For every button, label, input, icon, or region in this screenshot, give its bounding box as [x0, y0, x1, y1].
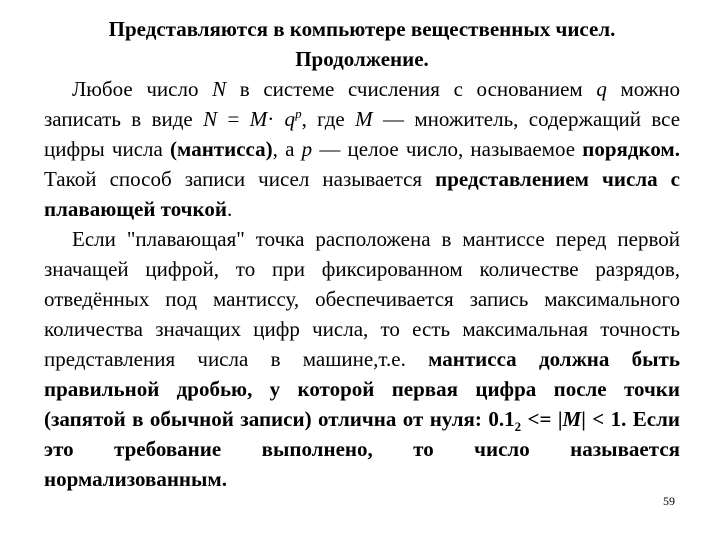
- text-run: .: [226, 197, 233, 221]
- term-floating-point: представлением числа с плавающей точкой: [44, 167, 680, 221]
- text-run: в системе счисления с основанием: [226, 77, 597, 101]
- formula-exponent-p: p: [295, 106, 302, 121]
- normalization-rule: мантисса должна быть правильной дробью, у которой первая цифра после точки (запятой в обычной записи) отлична от нуля: 0.1: [44, 347, 680, 431]
- slide-content: [44, 14, 680, 494]
- page-number: 59: [663, 494, 675, 508]
- normalization-rule: <= |: [521, 407, 563, 431]
- text-run: можно записать в виде: [44, 77, 681, 131]
- var-m: M: [355, 107, 373, 131]
- binary-subscript: 2: [514, 419, 522, 435]
- text-run: , а: [272, 137, 302, 161]
- text-run: Если "плавающая" точка расположена в мантиссе перед первой значащей цифрой, то при фиксированном количестве разрядов, отведённых под мантиссу, обеспечивается запись максимального количества значащих цифр числа, то есть максимальная точность представления числа в машине,т.е.: [44, 227, 680, 371]
- formula-n: N: [203, 107, 218, 131]
- var-p: p: [301, 137, 313, 161]
- text-run: Любое число: [72, 77, 213, 101]
- text-run: — целое число, называемое: [312, 137, 583, 161]
- slide-title: [44, 14, 680, 74]
- title-line-2: Продолжение.: [295, 47, 429, 71]
- paragraph-definition: [44, 74, 680, 224]
- var-q: q: [596, 77, 607, 101]
- term-mantissa: (мантисса): [170, 137, 273, 161]
- text-run: Такой способ записи чисел называется: [44, 167, 436, 191]
- paragraph-normalization: [44, 224, 680, 494]
- formula-dot: ·: [267, 107, 275, 131]
- formula-equals: =: [217, 107, 250, 131]
- title-line-1: Представляются в компьютере вещественных чисел.: [108, 17, 616, 41]
- text-run: — множитель, содержащий все цифры числа: [44, 107, 681, 161]
- text-run: , где: [301, 107, 356, 131]
- formula-q: q: [274, 107, 296, 131]
- var-n: N: [212, 77, 227, 101]
- formula-m: M: [249, 107, 268, 131]
- var-m: M: [562, 407, 582, 431]
- normalization-rule: | < 1. Если это требование выполнено, то число называется нормализованным.: [44, 407, 680, 491]
- term-order: порядком.: [582, 137, 680, 161]
